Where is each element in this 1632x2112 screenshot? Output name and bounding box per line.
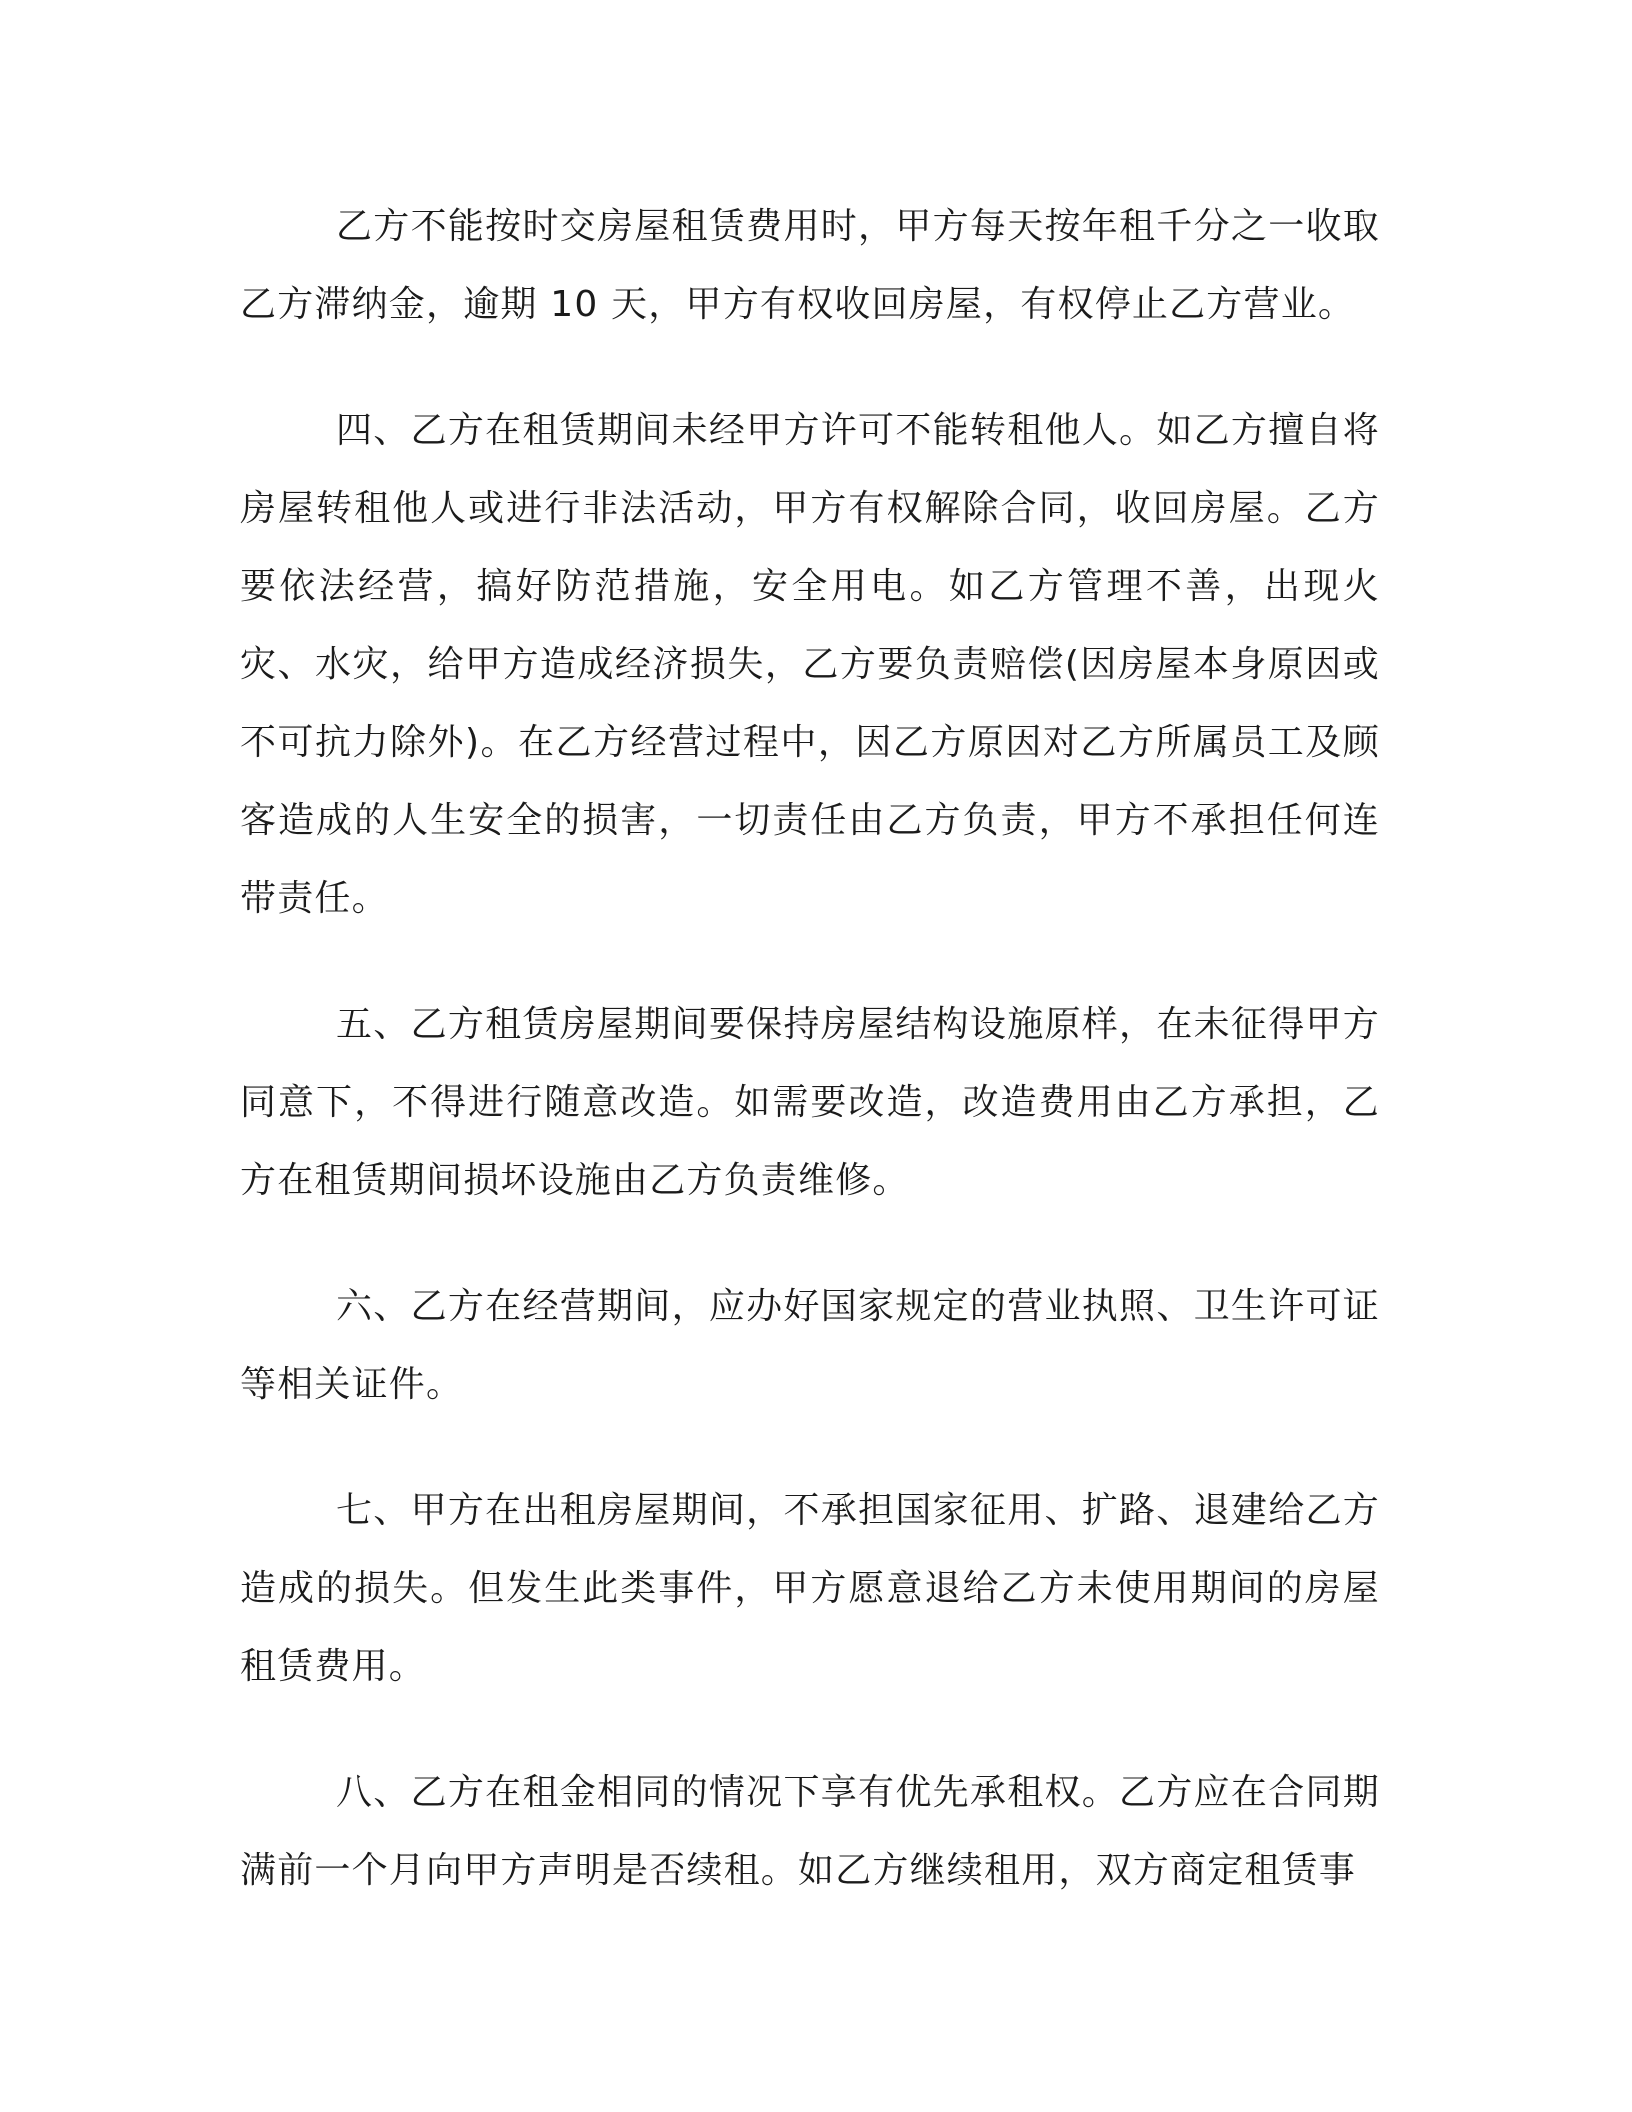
paragraph-clause-6: 六、乙方在经营期间，应办好国家规定的营业执照、卫生许可证等相关证件。 bbox=[240, 1286, 1380, 1405]
paragraph-clause-8: 八、乙方在租金相同的情况下享有优先承租权。乙方应在合同期满前一个月向甲方声明是否续租。如乙方继续租用，双方商定租赁事 bbox=[240, 1772, 1380, 1891]
paragraph-late-fee: 乙方不能按时交房屋租赁费用时，甲方每天按年租千分之一收取乙方滞纳金，逾期 10 天，甲方有权收回房屋，有权停止乙方营业。 bbox=[240, 206, 1380, 325]
paragraph-clause-7: 七、甲方在出租房屋期间，不承担国家征用、扩路、退建给乙方造成的损失。但发生此类事件，甲方愿意退给乙方未使用期间的房屋租赁费用。 bbox=[240, 1490, 1380, 1687]
paragraph-clause-5: 五、乙方租赁房屋期间要保持房屋结构设施原样，在未征得甲方同意下，不得进行随意改造。如需要改造，改造费用由乙方承担，乙方在租赁期间损坏设施由乙方负责维修。 bbox=[240, 1004, 1380, 1201]
paragraph-clause-4: 四、乙方在租赁期间未经甲方许可不能转租他人。如乙方擅自将房屋转租他人或进行非法活动，甲方有权解除合同，收回房屋。乙方要依法经营，搞好防范措施，安全用电。如乙方管理不善，出现火灾、水灾，给甲方造成经济损失，乙方要负责赔偿(因房屋本身原因或不可抗力除外)。在乙方经营过程中，因乙方原因对乙方所属员工及顾客造成的人生安全的损害，一切责任由乙方负责，甲方不承担任何连带责任。 bbox=[240, 410, 1380, 919]
document-body bbox=[240, 188, 1380, 1910]
